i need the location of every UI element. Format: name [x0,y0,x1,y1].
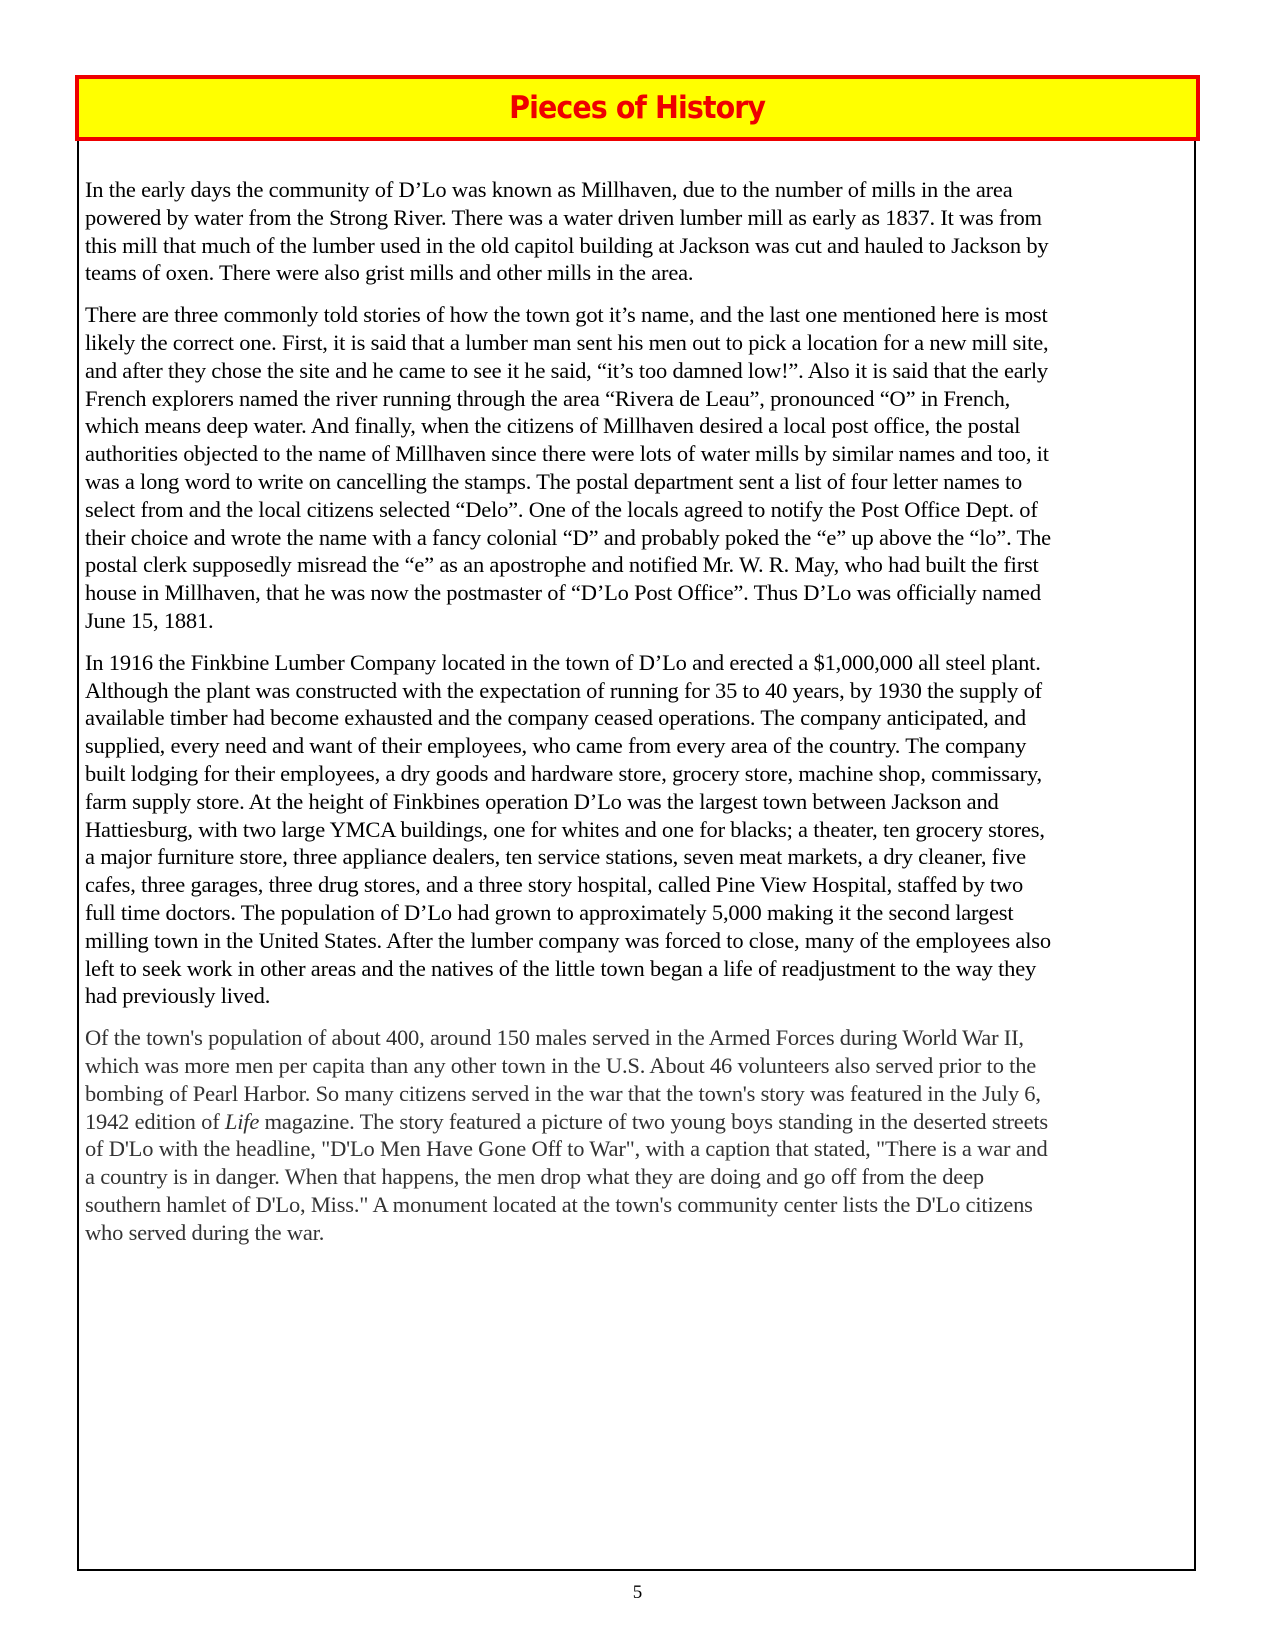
text-line: built lodging for their employees, a dry goods and hardware store, grocery store, machine shop, commissary, [85,760,1042,786]
text-segment: 1942 edition of [85,1108,225,1134]
text-line: Hattiesburg, with two large YMCA buildings, one for whites and one for blacks; a theater, ten grocery stores, [85,816,1045,842]
text-line: In the early days the community of D’Lo was known as Millhaven, due to the number of mills in the area [85,177,1013,202]
text-line: was a long word to write on cancelling the stamps. The postal department sent a list of four letter names to [85,468,1023,494]
article-body [85,176,1195,1260]
text-line: There are three commonly told stories of how the town got it’s name, and the last one mentioned here is most [85,302,1048,328]
text-line: a country is in danger. When that happens, the men drop what they are doing and go off from the deep [85,1164,984,1190]
text-line: French explorers named the river running through the area “Rivera de Leau”, pronounced “O” in French, [85,385,1011,411]
text-line: Of the town's population of about 400, around 150 males served in the Armed Forces during World War II, [85,1025,1024,1051]
text-line: and after they chose the site and he came to see it he said, “it’s too damned low!”. Also it is said that the early [85,357,1048,383]
text-line: available timber had become exhausted and the company ceased operations. The company anticipated, and [85,705,1026,731]
text-line: Although the plant was constructed with the expectation of running for 35 to 40 years, by 1930 the supply of [85,677,1042,703]
paragraph-world-war-ii [85,1024,1195,1246]
text-segment: magazine. The story featured a picture of two young boys standing in the deserted streets [259,1108,1048,1134]
text-line: powered by water from the Strong River. There was a water driven lumber mill as early as 1837. It was from [85,204,1042,230]
text-line: June 15, 1881. [85,607,214,633]
text-line: milling town in the United States. After the lumber company was forced to close, many of the employees also [85,927,1051,953]
text-line: house in Millhaven, that he was now the postmaster of “D’Lo Post Office”. Thus D’Lo was officially named [85,580,1041,606]
text-line: supplied, every need and want of their employees, who came from every area of the country. The company [85,733,1027,759]
paragraph-millhaven [85,176,1195,287]
text-line: In 1916 the Finkbine Lumber Company located in the town of D’Lo and erected a $1,000,000 all steel plant. [85,649,1041,675]
text-line: who served during the war. [85,1219,325,1245]
text-line: authorities objected to the name of Millhaven since there were lots of water mills by similar names and too, it [85,441,1049,467]
text-line: which was more men per capita than any other town in the U.S. About 46 volunteers also served prior to the [85,1052,1037,1078]
paragraph-finkbine [85,649,1195,1010]
text-line: this mill that much of the lumber used in the old capitol building at Jackson was cut and hauled to Jackson by [85,232,1049,258]
page-number: 5 [632,1582,643,1603]
text-line: teams of oxen. There were also grist mills and other mills in the area. [85,260,694,286]
text-line: full time doctors. The population of D’Lo had grown to approximately 5,000 making it the second largest [85,899,1014,925]
text-line: had previously lived. [85,983,271,1009]
title-banner [75,75,1200,141]
text-line: their choice and wrote the name with a fancy colonial “D” and probably poked the “e” up above the “lo”. The [85,524,1051,550]
text-line: of D'Lo with the headline, "D'Lo Men Have Gone Off to War", with a caption that stated, "There is a war and [85,1136,1048,1162]
page-title: Pieces of History [509,90,766,126]
text-line: cafes, three garages, three drug stores, and a three story hospital, called Pine View Hospital, staffed by two [85,872,1024,898]
text-line: postal clerk supposedly misread the “e” as an apostrophe and notified Mr. W. R. May, who had built the first [85,552,1039,578]
text-line: bombing of Pearl Harbor. So many citizens served in the war that the town's story was featured in the July 6, [85,1080,1041,1106]
text-line: southern hamlet of D'Lo, Miss." A monument located at the town's community center lists the D'Lo citizens [85,1191,1033,1217]
paragraph-town-name [85,301,1195,635]
text-line: select from and the local citizens selected “Delo”. One of the locals agreed to notify the Post Office Dept. of [85,496,1038,522]
magazine-title: Life [224,1108,260,1134]
text-line: left to seek work in other areas and the natives of the little town began a life of readjustment to the way they [85,955,1037,981]
text-line: which means deep water. And finally, when the citizens of Millhaven desired a local post office, the postal [85,413,1021,439]
text-line: a major furniture store, three appliance dealers, ten service stations, seven meat markets, a dry cleaner, five [85,844,1026,870]
text-line-life-magazine [85,1108,1195,1136]
text-line: likely the correct one. First, it is said that a lumber man sent his men out to pick a location for a new mill site, [85,329,1049,355]
text-line: farm supply store. At the height of Finkbines operation D’Lo was the largest town between Jackson and [85,788,999,814]
